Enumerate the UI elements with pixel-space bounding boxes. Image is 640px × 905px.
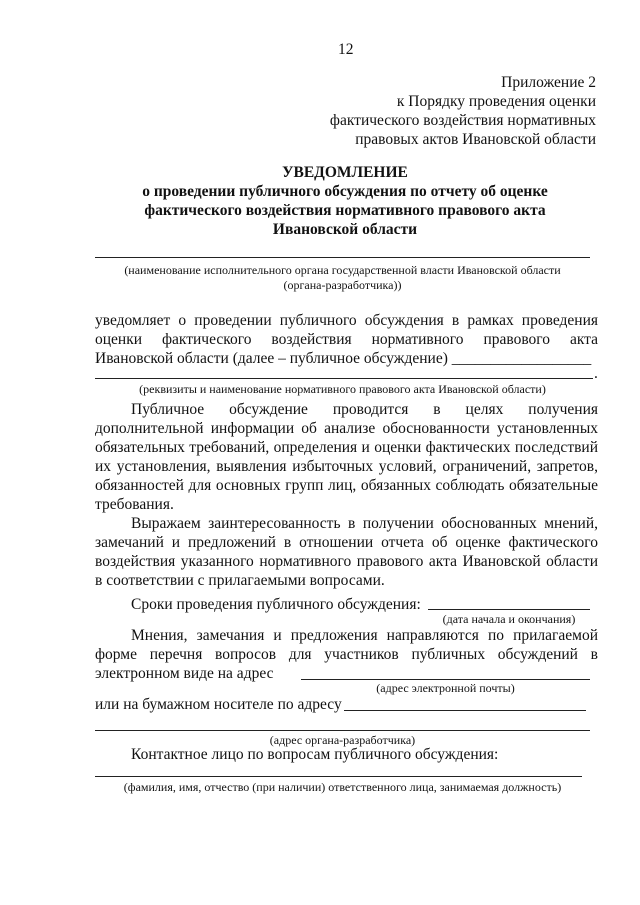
purpose-line-5: обязанностей для основных групп лиц, обязанных соблюдать обязательные [95, 477, 598, 494]
purpose-line-6: требования. [95, 496, 174, 513]
act-blank-line [95, 378, 593, 379]
document-subtitle-line-2: фактического воздействия нормативного правового акта [144, 202, 546, 219]
notice-text-period: . [594, 365, 598, 382]
terms-caption: (дата начала и окончания) [442, 612, 576, 626]
purpose-line-4: их установления, выявления избыточных условий, ограничений, запретов, [95, 458, 598, 475]
purpose-line-2: дополнительной информации об анализе обоснованности установленных [95, 420, 598, 437]
paper-address-label: или на бумажном носителе по адресу [95, 696, 342, 713]
appendix-line-4: правовых актов Ивановской области [355, 131, 596, 148]
paper-address-blank-line [344, 710, 586, 711]
notice-text-line-2: оценки фактического воздействия нормативного правового акта [95, 331, 598, 348]
interest-line-4: в соответствии с прилагаемыми вопросами. [95, 572, 385, 589]
email-caption: (адрес электронной почты) [376, 681, 515, 695]
document-subtitle-line-3: Ивановской области [272, 221, 418, 238]
purpose-line-1: Публичное обсуждение проводится в целях получения [131, 401, 598, 418]
opinions-line-1: Мнения, замечания и предложения направляются по прилагаемой [131, 627, 598, 644]
opinions-line-2: форме перечня вопросов для участников публичных обсуждений в [95, 646, 598, 663]
appendix-line-3: фактического воздействия нормативных [329, 112, 596, 129]
terms-blank-line [428, 609, 590, 610]
notice-text-line-1: уведомляет о проведении публичного обсуждения в рамках проведения [95, 312, 598, 329]
address-caption: (адрес органа-разработчика) [269, 733, 416, 747]
contact-blank-line [95, 776, 582, 777]
interest-line-3: воздействия указанного нормативного правового акта Ивановской области [95, 553, 598, 570]
page-number: 12 [338, 41, 354, 58]
developer-address-blank-line [95, 730, 590, 731]
contact-caption: (фамилия, имя, отчество (при наличии) ответственного лица, занимаемая должность) [123, 780, 562, 794]
email-blank-line [301, 679, 590, 680]
interest-line-1: Выражаем заинтересованность в получении обоснованных мнений, [131, 515, 598, 532]
authority-caption-line-2: (органа-разработчика)) [283, 278, 402, 292]
contact-label: Контактное лицо по вопросам публичного обсуждения: [131, 746, 499, 763]
terms-label: Сроки проведения публичного обсуждения: [131, 596, 421, 613]
authority-caption-line-1: (наименование исполнительного органа государственной власти Ивановской области [124, 263, 561, 277]
document-subtitle-line-1: о проведении публичного обсуждения по отчету об оценке [142, 183, 548, 200]
appendix-line-1: Приложение 2 [501, 74, 596, 91]
notice-text-line-3: Ивановской области (далее – публичное обсуждение) __________________ [95, 350, 592, 367]
authority-blank-line [95, 257, 590, 258]
act-caption: (реквизиты и наименование нормативного правового акта Ивановской области) [139, 382, 546, 396]
document-heading: УВЕДОМЛЕНИЕ [282, 164, 408, 181]
opinions-line-3: электронном виде на адрес [95, 665, 274, 682]
purpose-line-3: обязательных требований, определения и оценки фактических последствий [95, 439, 598, 456]
appendix-line-2: к Порядку проведения оценки [396, 93, 596, 110]
interest-line-2: замечаний и предложений в отношении отчета об оценке фактического [95, 534, 598, 551]
